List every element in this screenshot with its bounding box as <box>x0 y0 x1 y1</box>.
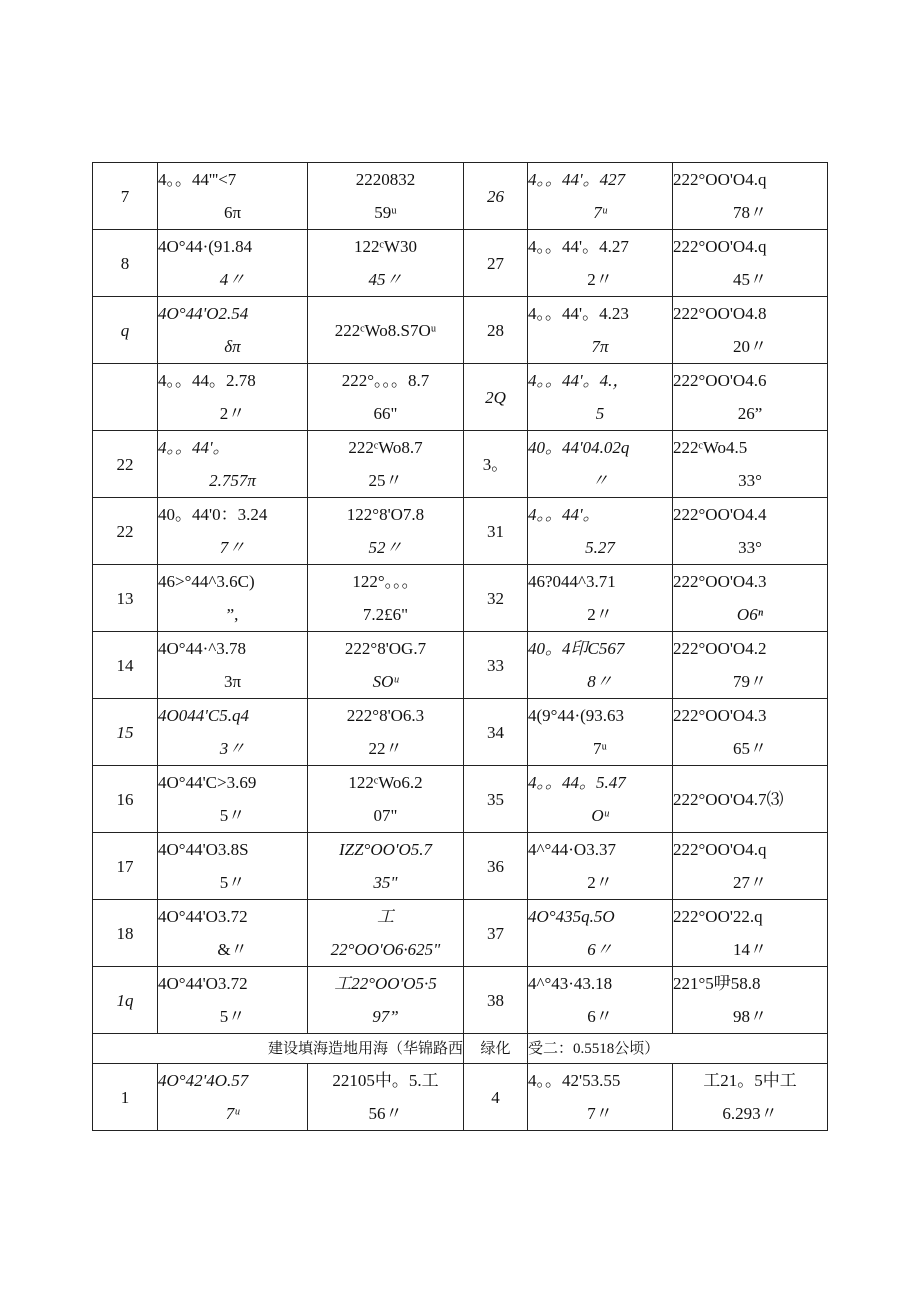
point-number: 8 <box>93 230 158 297</box>
latitude-cell-line: 4^°43·43.18 <box>528 974 613 993</box>
longitude-cell-line: 工 <box>377 907 394 926</box>
point-number: q <box>93 297 158 364</box>
longitude-cell-line: 222ᶜWo8.S7Oᵘ <box>334 320 437 340</box>
latitude-cell-line: 5〃 <box>219 806 246 825</box>
longitude-cell-line: 222ᶜWo4.5 <box>673 438 748 457</box>
table-row <box>93 565 828 632</box>
longitude-cell <box>673 967 828 1034</box>
longitude-cell-line: 222°OO'O4.2 <box>673 639 767 658</box>
latitude-cell-line: 4。。44'。 <box>158 438 230 457</box>
latitude-cell-line: 7〃 <box>587 1104 613 1123</box>
longitude-cell <box>673 565 828 632</box>
latitude-cell-line: 8〃 <box>587 672 613 691</box>
latitude-cell-line: &〃 <box>217 940 248 959</box>
longitude-cell <box>308 364 464 431</box>
longitude-cell <box>673 431 828 498</box>
longitude-cell <box>308 565 464 632</box>
longitude-cell <box>308 632 464 699</box>
point-number: 26 <box>464 163 528 230</box>
longitude-cell <box>308 699 464 766</box>
table-row <box>93 699 828 766</box>
table-row <box>93 230 828 297</box>
longitude-cell-line: 222°OO'O4.4 <box>673 505 767 524</box>
longitude-cell-line: 222°OO'O4.q <box>673 840 767 859</box>
latitude-cell-line: 4。。42'53.55 <box>528 1071 621 1090</box>
latitude-cell <box>528 565 673 632</box>
longitude-cell-line: 工22°OO'O5·5 <box>334 974 437 993</box>
point-number: 4 <box>464 1064 528 1131</box>
table-row <box>93 498 828 565</box>
longitude-cell-line: 22105中。5.工 <box>332 1071 439 1090</box>
table-row <box>93 766 828 833</box>
longitude-cell-line: 122°8'O7.8 <box>346 505 425 524</box>
latitude-cell-line: 4O°44'O3.8S <box>158 840 249 859</box>
latitude-cell-line: 4O°44'O3.72 <box>158 907 248 926</box>
longitude-cell-line: 33° <box>738 471 762 490</box>
latitude-cell <box>528 364 673 431</box>
longitude-cell-line: 65〃 <box>733 739 767 758</box>
latitude-cell-line: 40。4印C567 <box>528 639 625 658</box>
table-row <box>93 900 828 967</box>
longitude-cell-line: 2220832 <box>355 170 416 189</box>
longitude-cell-line: 78〃 <box>733 203 767 222</box>
point-number <box>93 364 158 431</box>
longitude-cell <box>673 163 828 230</box>
longitude-cell-line: 工21。5中工 <box>703 1071 797 1090</box>
longitude-cell-line: 45〃 <box>368 270 403 289</box>
section-area: 受二：0.5518公顷） <box>528 1034 828 1064</box>
latitude-cell-line: 〃 <box>591 471 609 490</box>
longitude-cell-line: 22°OO'O6·625" <box>330 940 441 959</box>
point-number: 36 <box>464 833 528 900</box>
latitude-cell-line: Oᵘ <box>591 806 609 825</box>
latitude-cell-line: 5〃 <box>219 1007 246 1026</box>
latitude-cell <box>158 431 308 498</box>
latitude-cell <box>158 900 308 967</box>
section-title: 建设填海造地用海（华锦路西 <box>93 1034 464 1064</box>
latitude-cell <box>158 766 308 833</box>
latitude-cell-line: 6〃 <box>587 940 613 959</box>
point-number: 1q <box>93 967 158 1034</box>
latitude-cell-line: 5 <box>595 404 605 423</box>
latitude-cell <box>528 163 673 230</box>
longitude-cell-line: 66" <box>373 404 398 423</box>
point-number: 14 <box>93 632 158 699</box>
point-number: 3。 <box>464 431 528 498</box>
point-number: 37 <box>464 900 528 967</box>
longitude-cell-line: 222°OO'O4.3 <box>673 706 767 725</box>
latitude-cell-line: 6〃 <box>587 1007 613 1026</box>
point-number: 13 <box>93 565 158 632</box>
longitude-cell-line: 122ᶜWo6.2 <box>348 773 423 792</box>
longitude-cell-line: 222°OO'O4.8 <box>673 304 767 323</box>
longitude-cell-line: 98〃 <box>733 1007 767 1026</box>
latitude-cell <box>158 498 308 565</box>
latitude-cell <box>528 699 673 766</box>
table-row <box>93 1064 828 1131</box>
latitude-cell-line: 46?044^3.71 <box>528 572 616 591</box>
longitude-cell-line: 45〃 <box>733 270 767 289</box>
table-row <box>93 431 828 498</box>
longitude-cell-line: 222°OO'O4.q <box>673 170 767 189</box>
longitude-cell <box>308 1064 464 1131</box>
longitude-cell-line: 222°8'OG.7 <box>344 639 427 658</box>
longitude-cell-line: 222°OO'O4.7⑶ <box>673 789 784 809</box>
latitude-cell-line: 7〃 <box>219 538 246 557</box>
latitude-cell-line: 7ᵘ <box>225 1104 240 1123</box>
point-number: 35 <box>464 766 528 833</box>
longitude-cell-line: 222°8'O6.3 <box>346 706 425 725</box>
latitude-cell-line: ”, <box>226 605 239 624</box>
latitude-cell <box>528 632 673 699</box>
table-row <box>93 297 828 364</box>
latitude-cell-line: 5.27 <box>585 538 615 557</box>
latitude-cell <box>158 632 308 699</box>
longitude-cell-line: 122ᶜW30 <box>354 237 417 256</box>
longitude-cell <box>673 498 828 565</box>
longitude-cell-line: 27〃 <box>733 873 767 892</box>
table-row <box>93 833 828 900</box>
section-title-middle: 绿化 <box>464 1034 528 1064</box>
point-number: 18 <box>93 900 158 967</box>
latitude-cell-line: 4。。44'''<7 <box>158 170 237 189</box>
longitude-cell <box>308 163 464 230</box>
longitude-cell <box>673 900 828 967</box>
coordinate-table <box>92 162 828 1131</box>
latitude-cell <box>158 833 308 900</box>
point-number: 16 <box>93 766 158 833</box>
longitude-cell-line: 222°OO'O4.6 <box>673 371 767 390</box>
longitude-cell-line: 26” <box>737 404 763 423</box>
longitude-cell-line: 222°OO'22.q <box>673 907 763 926</box>
longitude-cell-line: 122°。。。 <box>352 572 419 591</box>
longitude-cell <box>673 364 828 431</box>
longitude-cell <box>308 766 464 833</box>
point-number: 22 <box>93 431 158 498</box>
latitude-cell-line: 7π <box>591 337 609 356</box>
longitude-cell-line: 33° <box>738 538 762 557</box>
latitude-cell-line: 4。。44'。4.27 <box>528 237 629 256</box>
latitude-cell-line: 2〃 <box>587 873 613 892</box>
latitude-cell-line: 2〃 <box>587 270 613 289</box>
latitude-cell-line: 40。44'0：3.24 <box>158 505 268 524</box>
longitude-cell-line: O6ⁿ <box>736 605 764 624</box>
latitude-cell <box>158 364 308 431</box>
latitude-cell-line: 7ᵘ <box>592 739 608 758</box>
latitude-cell-line: 4O044'C5.q4 <box>158 706 250 725</box>
longitude-cell-line: 56〃 <box>368 1104 403 1123</box>
latitude-cell-line: 5〃 <box>219 873 246 892</box>
longitude-cell <box>673 297 828 364</box>
latitude-cell <box>528 297 673 364</box>
latitude-cell <box>158 565 308 632</box>
longitude-cell <box>673 699 828 766</box>
latitude-cell-line: 2〃 <box>587 605 613 624</box>
longitude-cell <box>308 230 464 297</box>
latitude-cell-line: 4〃 <box>219 270 246 289</box>
latitude-cell-line: 4。。44'。4.， <box>528 371 630 390</box>
longitude-cell-line: 22〃 <box>368 739 403 758</box>
latitude-cell <box>158 297 308 364</box>
longitude-cell <box>673 230 828 297</box>
latitude-cell <box>528 498 673 565</box>
latitude-cell-line: 2.757π <box>209 471 256 490</box>
latitude-cell <box>528 230 673 297</box>
longitude-cell-line: 97” <box>372 1007 399 1026</box>
longitude-cell <box>673 833 828 900</box>
longitude-cell-line: 25〃 <box>368 471 403 490</box>
latitude-cell <box>528 967 673 1034</box>
point-number: 1 <box>93 1064 158 1131</box>
point-number: 15 <box>93 699 158 766</box>
latitude-cell <box>158 699 308 766</box>
longitude-cell-line: 14〃 <box>733 940 767 959</box>
latitude-cell-line: 4。。44'。4.23 <box>528 304 629 323</box>
latitude-cell-line: 4。。44。5.47 <box>528 773 626 792</box>
latitude-cell <box>158 967 308 1034</box>
longitude-cell <box>308 833 464 900</box>
point-number: 17 <box>93 833 158 900</box>
point-number: 27 <box>464 230 528 297</box>
latitude-cell-line: 3〃 <box>219 739 246 758</box>
latitude-cell-line: 4O°44·^3.78 <box>158 639 246 658</box>
latitude-cell-line: 40。44'04.02q <box>528 438 630 457</box>
longitude-cell <box>673 766 828 833</box>
longitude-cell-line: 52〃 <box>368 538 403 557</box>
longitude-cell <box>308 431 464 498</box>
latitude-cell-line: 4O°42'4O.57 <box>158 1071 249 1090</box>
longitude-cell-line: 222°。。。8.7 <box>341 371 430 390</box>
latitude-cell-line: 4O°435q.5O <box>528 907 615 926</box>
longitude-cell-line: 79〃 <box>733 672 767 691</box>
table-row <box>93 632 828 699</box>
point-number: 33 <box>464 632 528 699</box>
section-header-row <box>93 1034 828 1064</box>
point-number: 32 <box>464 565 528 632</box>
latitude-cell-line: 6π <box>223 203 242 222</box>
longitude-cell <box>673 632 828 699</box>
longitude-cell <box>308 967 464 1034</box>
table-row <box>93 163 828 230</box>
longitude-cell-line: 07" <box>373 806 398 825</box>
point-number: 22 <box>93 498 158 565</box>
latitude-cell <box>528 766 673 833</box>
point-number: 31 <box>464 498 528 565</box>
longitude-cell-line: 59ᵘ <box>374 203 397 222</box>
point-number: 7 <box>93 163 158 230</box>
latitude-cell-line: 2〃 <box>219 404 246 423</box>
longitude-cell-line: IZZ°OO'O5.7 <box>338 840 433 859</box>
longitude-cell-line: 7.2£6" <box>362 605 409 624</box>
latitude-cell <box>528 833 673 900</box>
latitude-cell-line: 4^°44·O3.37 <box>528 840 616 859</box>
latitude-cell-line: 4O°44'C>3.69 <box>158 773 257 792</box>
latitude-cell-line: δπ <box>224 337 241 356</box>
longitude-cell-line: 35" <box>373 873 398 892</box>
latitude-cell <box>528 431 673 498</box>
latitude-cell-line: 4。。44'。 <box>528 505 600 524</box>
latitude-cell-line: 4(9°44·(93.63 <box>528 706 625 725</box>
point-number: 28 <box>464 297 528 364</box>
latitude-cell-line: 4。。44。2.78 <box>158 371 256 390</box>
latitude-cell <box>528 1064 673 1131</box>
longitude-cell-line: 20〃 <box>733 337 767 356</box>
table-row <box>93 364 828 431</box>
longitude-cell-line: 222°OO'O4.3 <box>673 572 767 591</box>
latitude-cell-line: 4O°44'O2.54 <box>158 304 249 323</box>
latitude-cell-line: 46>°44^3.6C) <box>158 572 255 591</box>
latitude-cell <box>528 900 673 967</box>
longitude-cell <box>308 498 464 565</box>
point-number: 34 <box>464 699 528 766</box>
latitude-cell-line: 4O°44'O3.72 <box>158 974 248 993</box>
latitude-cell <box>158 230 308 297</box>
latitude-cell-line: 3π <box>223 672 242 691</box>
point-number: 38 <box>464 967 528 1034</box>
table-row <box>93 967 828 1034</box>
longitude-cell-line: 221°5吚58.8 <box>673 974 761 993</box>
longitude-cell <box>673 1064 828 1131</box>
latitude-cell-line: 7ᵘ <box>593 203 607 222</box>
longitude-cell-line: 222°OO'O4.q <box>673 237 767 256</box>
latitude-cell <box>158 163 308 230</box>
latitude-cell-line: 4。。44'。427 <box>528 170 626 189</box>
longitude-cell-line: SOᵘ <box>372 672 399 691</box>
longitude-cell <box>308 900 464 967</box>
latitude-cell <box>158 1064 308 1131</box>
longitude-cell <box>308 297 464 364</box>
latitude-cell-line: 4O°44·(91.84 <box>158 237 253 256</box>
point-number: 2Q <box>464 364 528 431</box>
longitude-cell-line: 222ᶜWo8.7 <box>348 438 423 457</box>
longitude-cell-line: 6.293〃 <box>722 1104 778 1123</box>
